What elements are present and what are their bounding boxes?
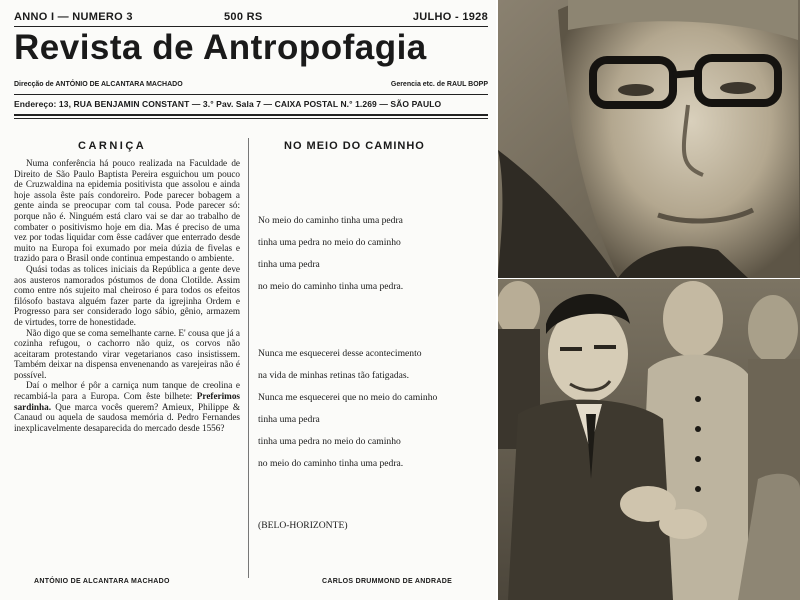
rule-below-address — [14, 114, 488, 116]
poem-line: Nunca me esquecerei que no meio do caminho — [258, 392, 438, 403]
portrait-photo — [498, 0, 800, 278]
rule-above-address — [14, 94, 488, 95]
manager-credit: Gerencia etc. de RAUL BOPP — [390, 81, 488, 88]
issue-price: 500 RS — [224, 11, 263, 23]
group-photo-image — [498, 279, 800, 600]
article-paragraph-text: Daí o melhor é pôr a carniça num tanque de creolina e recambiá-la para a Europa. Com êste bilhete: — [14, 380, 240, 402]
column-divider — [248, 138, 249, 578]
issue-line — [14, 11, 488, 25]
article-emphasis: Preferimos sardinha. — [14, 391, 240, 412]
issue-date: JULHO - 1928 — [412, 11, 488, 23]
article-paragraph: Numa conferência há pouco realizada na Faculdade de Direito de São Paulo Baptista Pereira esguichou um pouco de Cruzwaldina na epidemia positivista que assolou e ainda hoje assola êste país condoreiro. Pode parecer bobagem a gente ainda se preocupar com tal cousa. Pode parecer só: porque não é. Ninguém está claro vai se dar ao trabalho de combater o positivismo hoje em dia. Mas é preciso de uma vez por todas liquidar com êsse cadáver que enterrado desde muito na Europa foi exumado por meia dúzia de fivelas e trazido para o Brasil onde continua empestando o ambiente. — [14, 158, 240, 264]
poem-line: tinha uma pedra — [258, 259, 320, 270]
portrait-photo-image — [498, 0, 800, 278]
rule-below-address-thin — [14, 118, 488, 119]
article-paragraph: Quási todas as tolices iniciais da República a gente deve aos austeros namorados póstumos de dona Clotilde. Assim como entre nós sujeito mal cheiroso é para todos os efeitos filósofo bastava alguém fazer parte da igrejinha Ordem e Progresso para ser considerado logo sábio, gênio, armazem de virtudes, torre de honestidade. — [14, 263, 240, 327]
poem-line: tinha uma pedra — [258, 414, 320, 425]
poem-line: no meio do caminho tinha uma pedra. — [258, 458, 404, 469]
director-credit: Direcção de ANTÓNIO DE ALCANTARA MACHADO — [14, 81, 183, 88]
article-paragraph: Não digo que se coma semelhante carne. E' cousa que já a cozinha refugou, o cachorro não quiz, os corvos não aceitaram protestando virar vegetarianos caso insistissem. Também deixar na dispensa envenenando as varejeiras não é possível. — [14, 327, 240, 380]
poem-line: Nunca me esquecerei desse acontecimento — [258, 348, 422, 359]
poem-stanza-1 — [258, 210, 494, 298]
address-line: Endereço: 13, RUA BENJAMIN CONSTANT — 3.° Pav. Sala 7 — CAIXA POSTAL N.° 1.269 — SÃO PAULO — [14, 99, 442, 109]
poem-line: No meio do caminho tinha uma pedra — [258, 215, 403, 226]
article-paragraph-text: Que marca vocês querem? Amieux, Philippe & Canaud ou aquela de saudosa memória d. Pedro Fernandes inexplicavelmente desaparecida do mercado desde 1556? — [14, 401, 241, 433]
poem-title: NO MEIO DO CAMINHO — [284, 140, 425, 152]
article-paragraph — [14, 380, 240, 433]
group-photo — [498, 279, 800, 600]
article-title: CARNIÇA — [78, 140, 147, 152]
poem-stanza-2 — [258, 343, 494, 475]
top-rule — [14, 26, 488, 27]
issue-number: ANNO I — NUMERO 3 — [14, 11, 133, 23]
poem-line: no meio do caminho tinha uma pedra. — [258, 281, 404, 292]
poem-place: (BELO-HORIZONTE) — [258, 520, 348, 531]
poem-line: tinha uma pedra no meio do caminho — [258, 237, 401, 248]
poem-line: na vida de minhas retinas tão fatigadas. — [258, 370, 410, 381]
masthead: Revista de Antropofagia — [14, 28, 427, 67]
poem-line: tinha uma pedra no meio do caminho — [258, 436, 401, 447]
article-body — [14, 158, 240, 433]
credits-line — [14, 81, 488, 88]
poem-signature: CARLOS DRUMMOND DE ANDRADE — [322, 578, 453, 585]
article-signature: ANTÓNIO DE ALCANTARA MACHADO — [34, 578, 170, 585]
